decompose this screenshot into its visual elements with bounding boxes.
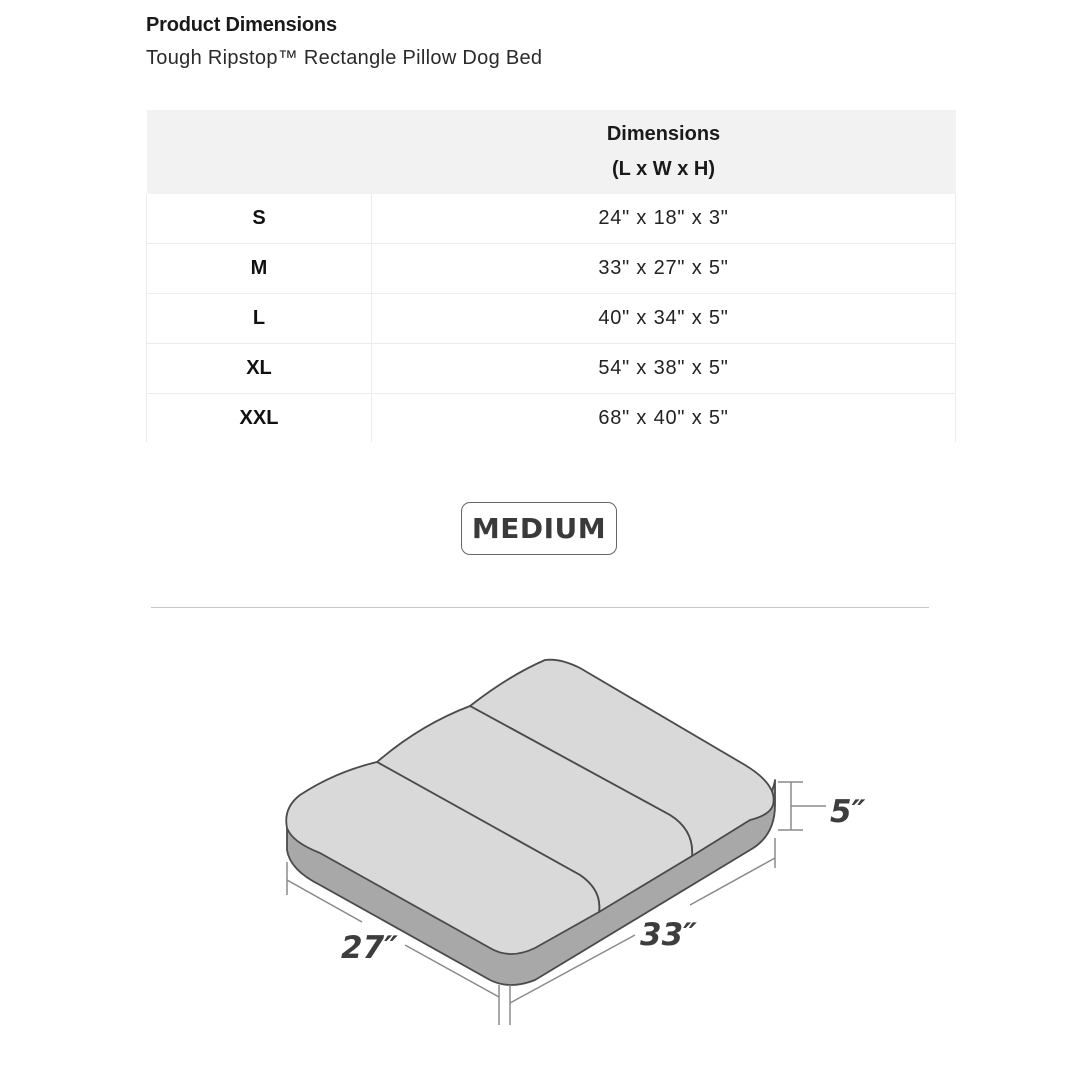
product-name: Tough Ripstop™ Rectangle Pillow Dog Bed xyxy=(146,47,543,69)
size-label: XXL xyxy=(147,394,372,443)
width-label: 27″ xyxy=(341,930,398,966)
dimension-value: 40" x 34" x 5" xyxy=(372,294,956,344)
size-badge: MEDIUM xyxy=(461,502,617,555)
size-label: M xyxy=(147,244,372,294)
height-dimension-lines xyxy=(778,782,826,830)
dimensions-header-units: (L x W x H) xyxy=(612,158,715,180)
dimensions-header-title: Dimensions xyxy=(606,123,721,145)
page-title: Product Dimensions xyxy=(146,14,337,36)
size-label: XL xyxy=(147,344,372,394)
dimension-value: 33" x 27" x 5" xyxy=(372,244,956,294)
size-label: L xyxy=(147,294,372,344)
size-label: S xyxy=(147,194,372,244)
dimension-value: 54" x 38" x 5" xyxy=(372,344,956,394)
dimension-value: 24" x 18" x 3" xyxy=(372,194,956,244)
dimension-value: 68" x 40" x 5" xyxy=(372,394,956,443)
height-label: 5″ xyxy=(830,794,866,830)
length-label: 33″ xyxy=(640,917,697,953)
